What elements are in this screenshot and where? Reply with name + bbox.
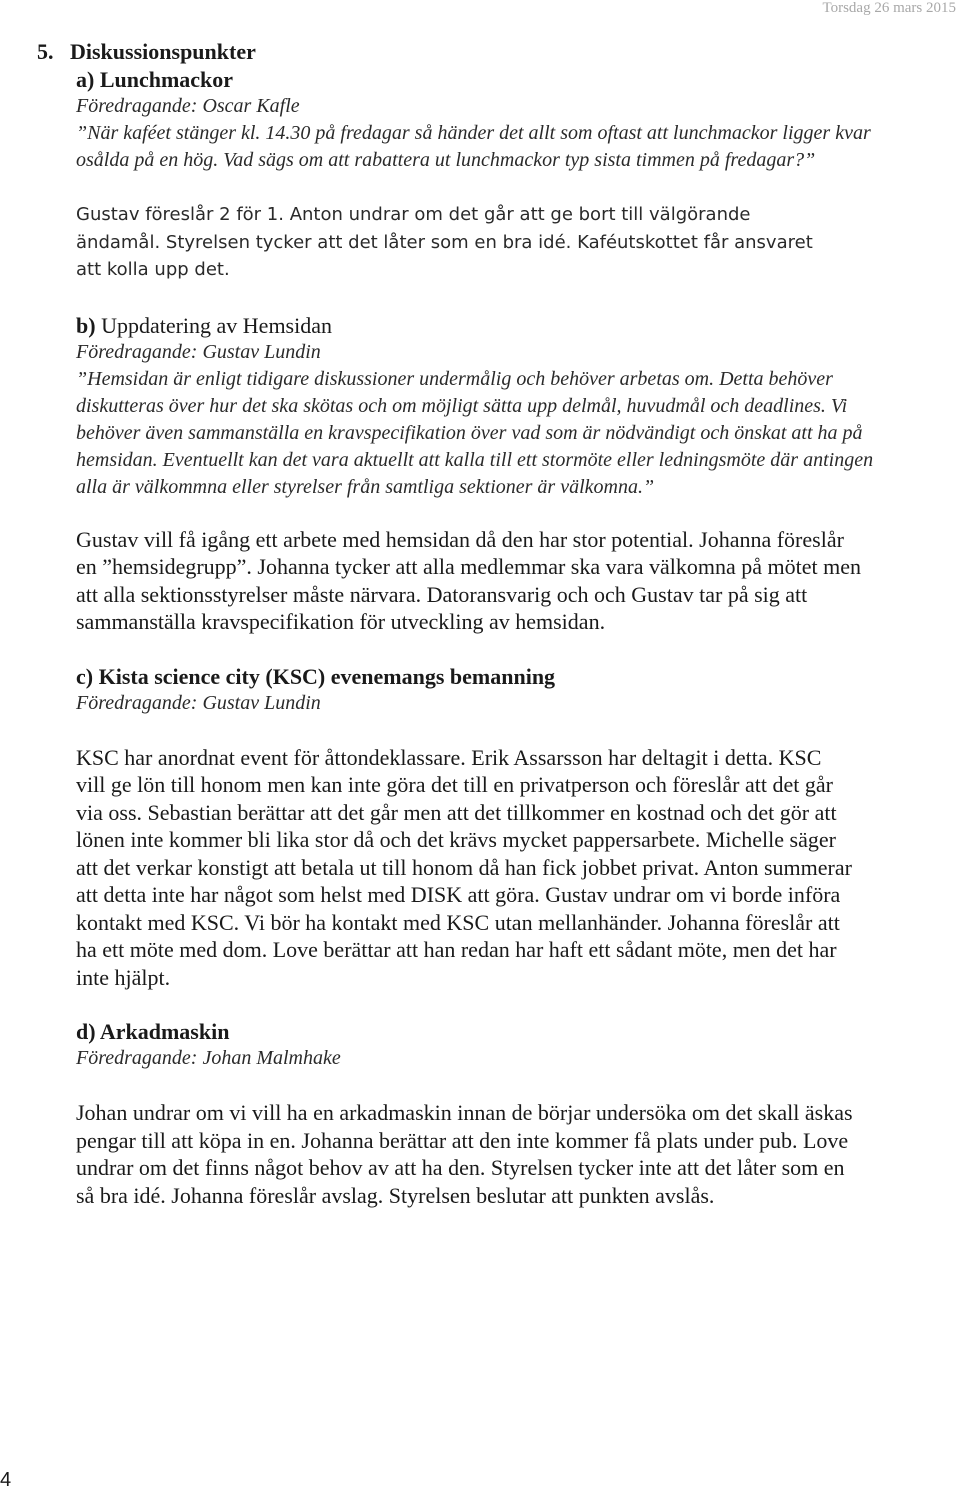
item-d-discussion: Johan undrar om vi vill ha en arkadmaskin innan de börjar undersöka om det skall äskas pengar till att köpa in en. Johanna berättar att den inte kommer få plats under pub. Love undrar om det finns något behov av att ha den. Styrelsen tycker inte att det låter som en så bra idé. Johanna föreslår avslag. Styrelsen beslutar att punkten avslås.	[76, 1100, 853, 1208]
item-c-presenter: Föredragande: Gustav Lundin	[76, 691, 321, 714]
item-b-discussion: Gustav vill få igång ett arbete med hemsidan då den har stor potential. Johanna föreslår en ”hemsidegrupp”. Johanna tycker att alla medlemmar ska vara välkomna på mötet men att alla sektionsstyrelser måste närvara. Datoransvarig och och Gustav tar på sig att sammanställa kravspecifikation för utveckling av hemsidan.	[76, 526, 861, 634]
item-c-title: c) Kista science city (KSC) evenemangs bemanning	[76, 663, 556, 689]
item-b-label: b)	[76, 312, 96, 338]
agenda-item-d	[76, 1018, 946, 1209]
item-a-presenter: Föredragande: Oscar Kafle	[76, 95, 300, 117]
item-d-presenter: Föredragande: Johan Malmhake	[76, 1047, 341, 1069]
item-a-title: a) Lunchmackor	[76, 67, 234, 92]
item-a-discussion: Gustav föreslår 2 för 1. Anton undrar om det går att ge bort till välgörande ändamål. Styrelsen tycker att det låter som en bra idé. Kaféutskottet får ansvaret att kolla upp det.	[76, 204, 813, 280]
item-b-title-text: Uppdatering av Hemsidan	[95, 312, 332, 338]
item-d-title: d) Arkadmaskin	[76, 1019, 230, 1044]
item-b-quote: ”Hemsidan är enligt tidigare diskussioner undermålig och behöver arbetas om. Detta behöver diskutteras över hur det ska skötas och om möjligt sätta upp delmål, huvudmål och deadlines. Vi behöver även sammanställa en kravspecifikation över vad som är nödvändigt och önskat att ha på hemsidan. Eventuellt kan det vara aktuellt att kalla till ett stormöte eller ledningsmöte där antingen alla är välkommna eller styrelser från samtliga sektioner är välkomna.”	[76, 367, 874, 498]
item-b-presenter: Föredragande: Gustav Lundin	[76, 340, 321, 363]
item-c-discussion: KSC har anordnat event för åttondeklassare. Erik Assarsson har deltagit i detta. KSC vill ge lön till honom men kan inte göra det till en privatperson och föreslår att det går via oss. Sebastian berättar att det går men att det tillkommer en kostnad och det gör att lönen inte kommer bli lika stor då och det krävs mycket pappersarbete. Michelle säger att det verkar konstigt att betala ut till honom då han fick jobbet privat. Anton summerar att detta inte har något som helst med DISK att göra. Gustav undrar om vi borde införa kontakt med KSC. Vi bör ha kontakt med KSC utan mellanhänder. Johanna föreslår att ha ett möte med dom. Love berättar att han redan har haft ett sådant möte, men det har inte hjälpt.	[76, 744, 852, 990]
header-date: Torsdag 26 mars 2015	[822, 0, 956, 16]
section-heading: 5. Diskussionspunkter	[37, 39, 256, 64]
item-b-title	[76, 312, 946, 339]
agenda-item-b	[76, 312, 946, 636]
agenda-item-c	[76, 663, 946, 992]
minutes-content	[76, 66, 946, 1209]
page-number: 4	[0, 1469, 12, 1491]
agenda-item-a	[76, 66, 946, 284]
item-a-quote: ”När kaféet stänger kl. 14.30 på fredagar så händer det allt som oftast att lunchmackor ligger kvar osålda på en hög. Vad sägs om att rabattera ut lunchmackor typ sista timmen på fredagar?”	[76, 122, 871, 171]
